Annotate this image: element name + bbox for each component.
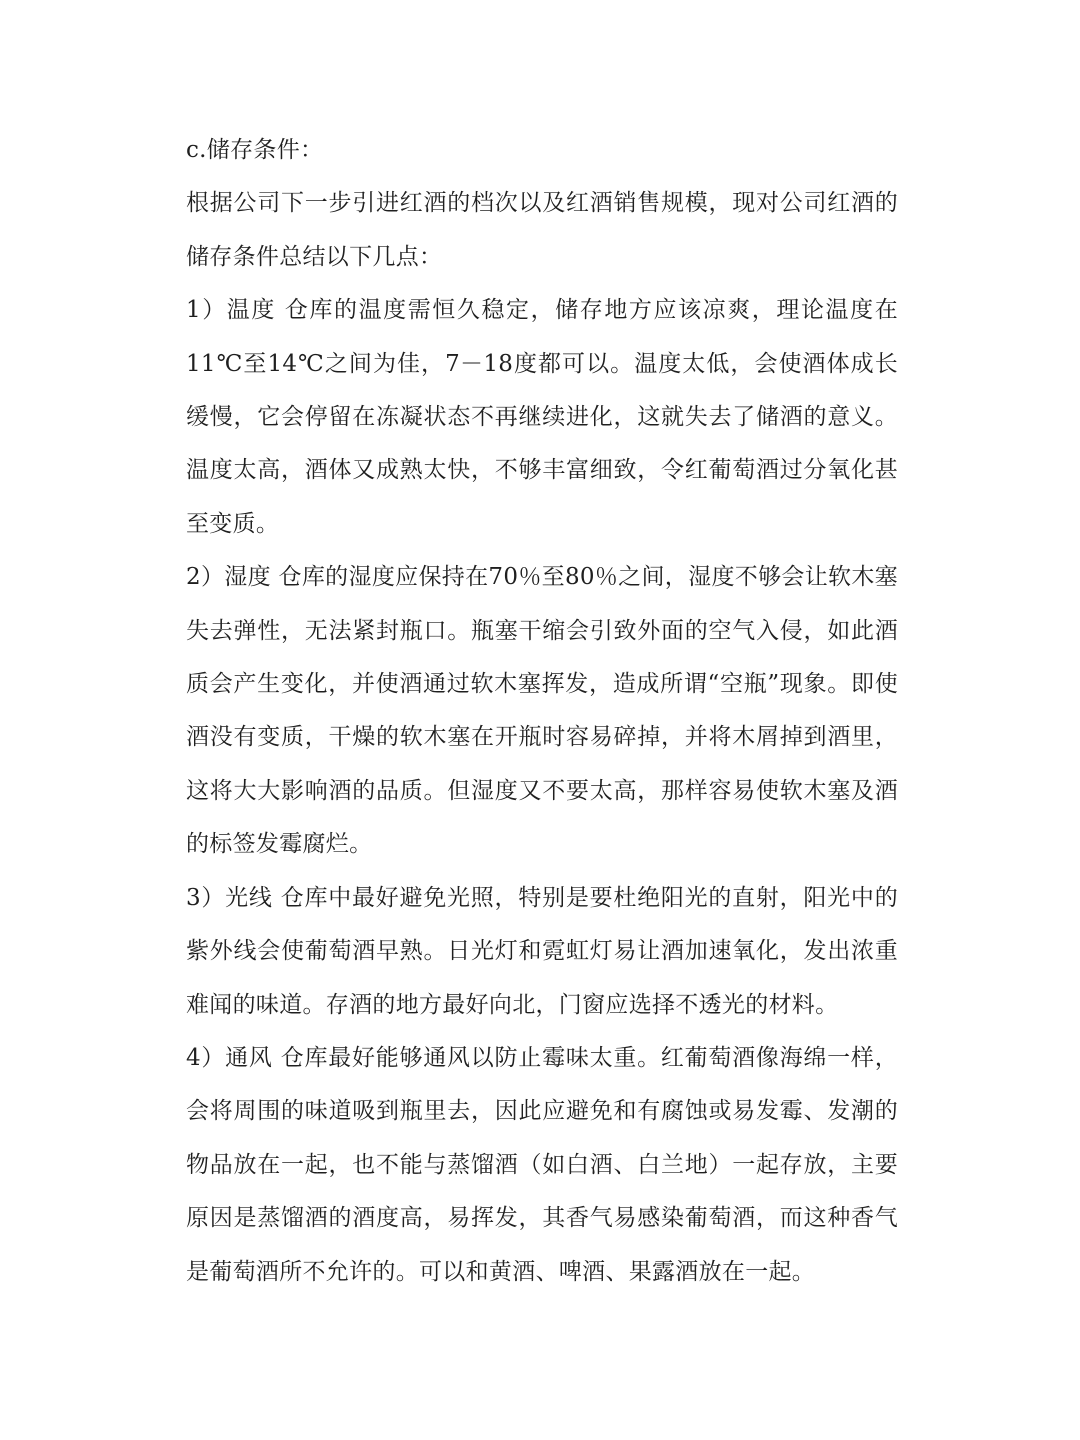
section-heading: c.储存条件：: [186, 137, 324, 163]
point-humidity: 2）湿度 仓库的湿度应保持在70％至80％之间，湿度不够会让软木塞失去弹性，无法紧封瓶口。瓶塞干缩会引致外面的空气入侵，如此酒质会产生变化，并使酒通过软木塞挥发，造成所谓“空瓶”现象。即使酒没有变质，干燥的软木塞在开瓶时容易碎掉，并将木屑掉到酒里，这将大大影响酒的品质。但湿度又不要太高，那样容易使软木塞及酒的标签发霉腐烂。: [186, 564, 898, 858]
document-body: [186, 124, 898, 1299]
point-ventilation: 4）通风 仓库最好能够通风以防止霉味太重。红葡萄酒像海绵一样，会将周围的味道吸到瓶里去，因此应避免和有腐蚀或易发霉、发潮的物品放在一起，也不能与蒸馏酒（如白酒、白兰地）一起存放，主要原因是蒸馏酒的酒度高，易挥发，其香气易感染葡萄酒，而这种香气是葡萄酒所不允许的。可以和黄酒、啤酒、果露酒放在一起。: [186, 1044, 898, 1285]
intro-paragraph: 根据公司下一步引进红酒的档次以及红酒销售规模，现对公司红酒的储存条件总结以下几点：: [186, 190, 898, 270]
point-light: 3）光线 仓库中最好避免光照，特别是要杜绝阳光的直射，阳光中的紫外线会使葡萄酒早熟。日光灯和霓虹灯易让酒加速氧化，发出浓重难闻的味道。存酒的地方最好向北，门窗应选择不透光的材料。: [186, 884, 898, 1018]
point-temperature: 1）温度 仓库的温度需恒久稳定，储存地方应该凉爽，理论温度在11℃至14℃之间为佳，7－18度都可以。温度太低，会使酒体成长缓慢，它会停留在冻凝状态不再继续进化，这就失去了储酒的意义。温度太高，酒体又成熟太快，不够丰富细致，令红葡萄酒过分氧化甚至变质。: [186, 297, 898, 537]
